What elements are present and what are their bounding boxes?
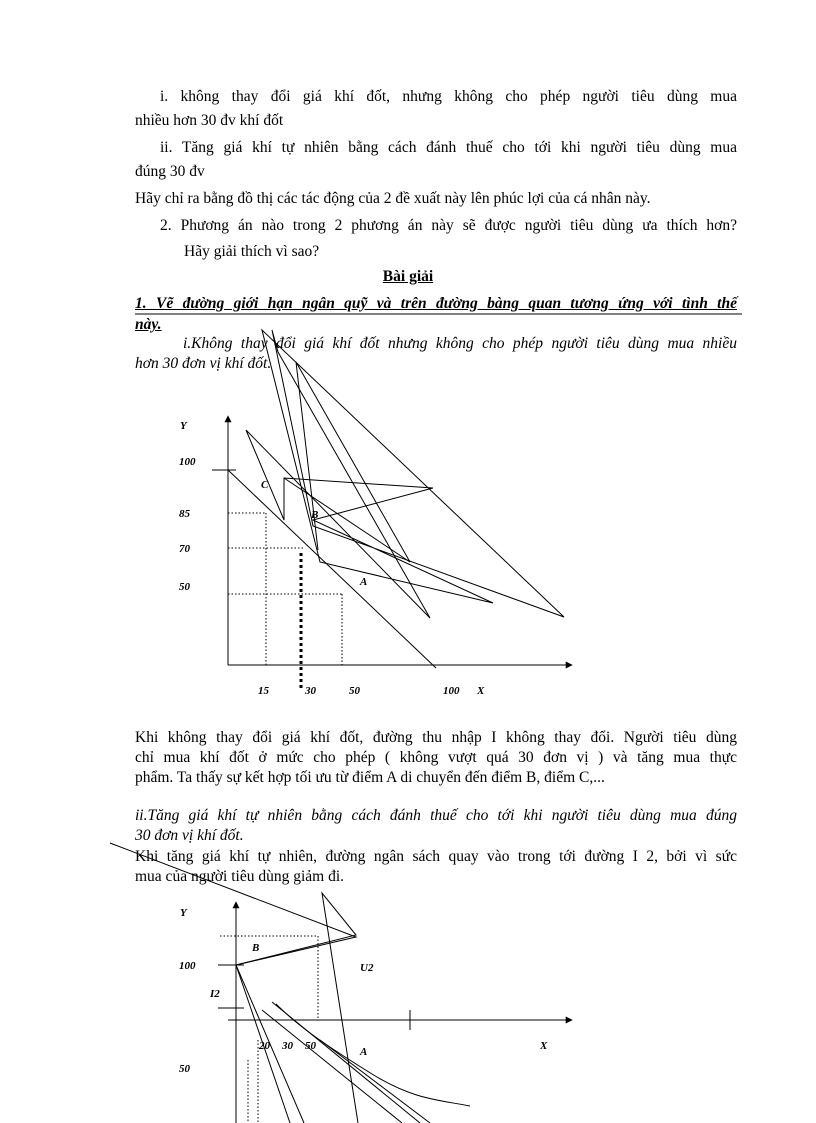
chart2-x-axis-label: X — [540, 1040, 548, 1052]
chart1-budget-line — [228, 470, 436, 668]
show-graph-question: Hãy chỉ ra bằng đồ thị các tác động của 2 đề xuất này lên phúc lợi của cá nhân này. — [135, 190, 651, 207]
chart1-x-tick-label: 30 — [305, 685, 316, 697]
option-ii-line1: ii. Tăng giá khí tự nhiên bằng cách đánh thuế cho tới khi người tiêu dùng mua — [160, 139, 737, 156]
chart1 — [212, 330, 572, 688]
question-2-line2: Hãy giải thích vì sao? — [184, 243, 320, 260]
chart1-curve-artefacts — [284, 362, 410, 562]
chart2-curve-artefacts — [236, 965, 290, 1123]
chart1-x-tick-label: 15 — [258, 685, 269, 697]
solution-heading: Bài giải — [382, 268, 434, 285]
chart2-x-tick-label: 30 — [282, 1040, 293, 1052]
chart1-y-tick-label: 100 — [179, 456, 196, 468]
chart1-curve-artefacts — [246, 330, 564, 618]
section-1-title-line1: 1. Vẽ đường giới hạn ngân quỹ và trên đường bàng quan tương ứng với tình thế — [135, 295, 737, 312]
chart1-point-label: A — [360, 576, 368, 588]
option-ii-line2: đúng 30 đv — [135, 163, 205, 180]
chart2-curve-artefacts — [262, 1010, 402, 1123]
explanation-2-line2: mua của người tiêu dùng giảm đi. — [135, 868, 345, 885]
chart2 — [110, 843, 572, 1123]
chart2-point-label: A — [360, 1046, 368, 1058]
chart2-curve-artefacts — [320, 1040, 430, 1123]
chart2-y-tick-label: 100 — [179, 960, 196, 972]
chart1-point-label: C — [261, 479, 269, 491]
chart2-x-tick-label: 50 — [305, 1040, 316, 1052]
chart2-curve-label: U2 — [360, 962, 374, 974]
chart2-y-axis-label: Y — [180, 907, 187, 919]
sub-ii-title-line1: ii.Tăng giá khí tự nhiên bằng cách đánh thuế cho tới khi người tiêu dùng mua đúng — [135, 807, 737, 824]
explanation-2-line1: Khi tăng giá khí tự nhiên, đường ngân sách quay vào trong tới đường I 2, bởi vì sức — [135, 848, 737, 865]
chart1-y-tick-label: 50 — [179, 581, 190, 593]
question-2-line1: 2. Phương án nào trong 2 phương án này sẽ được người tiêu dùng ưa thích hơn? — [160, 217, 737, 234]
option-i-line2: nhiều hơn 30 đv khí đốt — [135, 112, 284, 129]
chart1-x-tick-label: 50 — [349, 685, 360, 697]
sub-i-title-line2: hơn 30 đơn vị khí đốt. — [135, 355, 272, 372]
chart2-indifference-curve — [276, 1004, 470, 1106]
explanation-1-line3: phẩm. Ta thấy sự kết hợp tối ưu từ điểm A di chuyển đến điểm B, điểm C,... — [135, 769, 605, 786]
explanation-1-line2: chỉ mua khí đốt ở mức cho phép ( không vượt quá 30 đơn vị ) và tăng mua thực — [135, 749, 737, 766]
chart1-x-axis-label: X — [477, 685, 485, 697]
explanation-1-line1: Khi không thay đổi giá khí đốt, đường thu nhập I không thay đổi. Người tiêu dùng — [135, 729, 737, 746]
chart2-y-tick-label: 50 — [179, 1063, 190, 1075]
chart2-point-label: B — [252, 942, 260, 954]
sub-ii-title-line2: 30 đơn vị khí đốt. — [135, 827, 244, 844]
chart1-y-tick-label: 85 — [179, 508, 190, 520]
section-1-title-line2: này. — [135, 316, 162, 333]
option-i-line1: i. không thay đổi giá khí đốt, nhưng không cho phép người tiêu dùng mua — [160, 88, 737, 105]
chart1-x-tick-label: 100 — [443, 685, 460, 697]
sub-i-title-line1: i.Không thay đổi giá khí đốt nhưng không cho phép người tiêu dùng mua nhiều — [183, 335, 737, 352]
chart1-y-axis-label: Y — [180, 420, 187, 432]
chart2-x-tick-label: 20 — [259, 1040, 270, 1052]
chart2-curve-label: I2 — [210, 988, 220, 1000]
chart2-curve-artefacts — [110, 843, 356, 1123]
chart1-point-label: B — [311, 509, 319, 521]
chart1-y-tick-label: 70 — [179, 543, 190, 555]
